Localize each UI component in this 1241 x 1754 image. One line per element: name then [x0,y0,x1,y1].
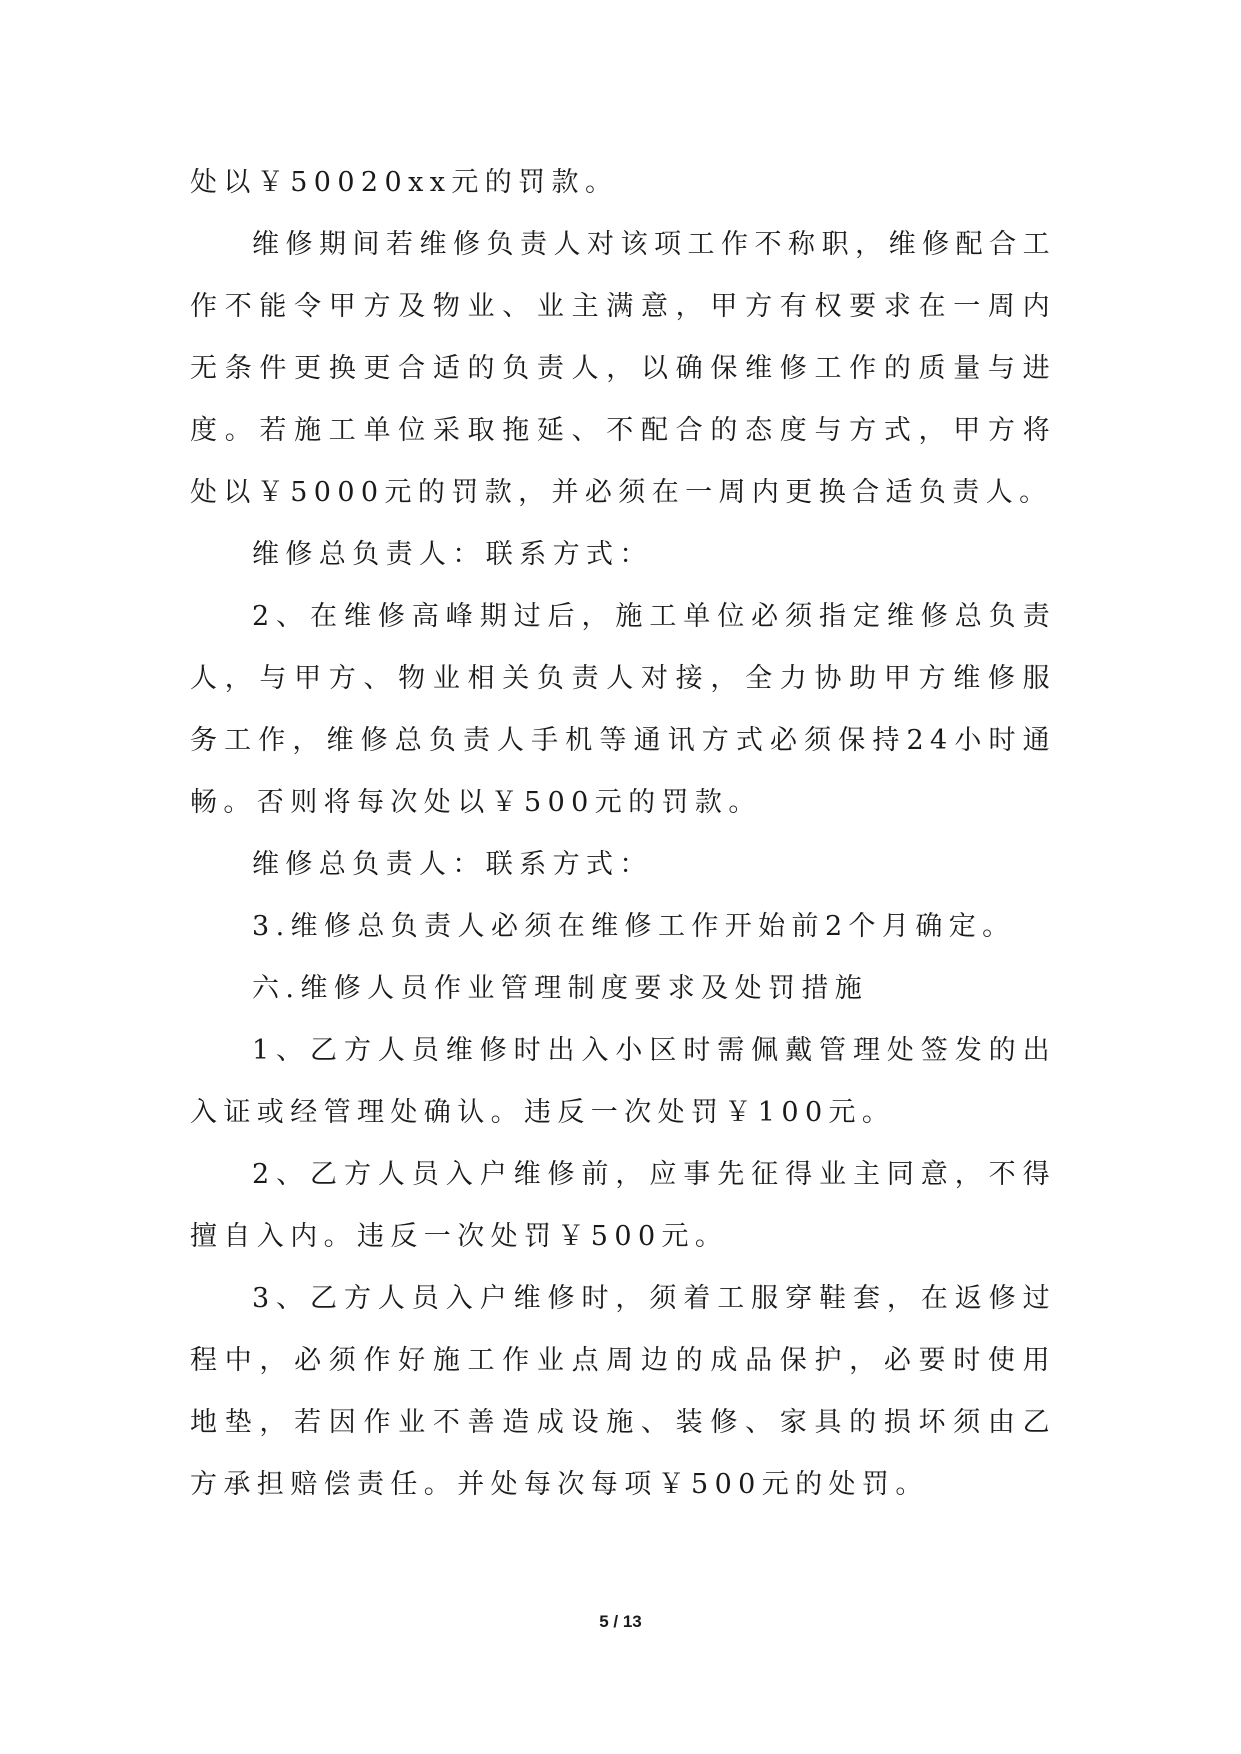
paragraph-2: 维修期间若维修负责人对该项工作不称职，维修配合工作不能令甲方及物业、业主满意，甲方有权要求在一周内无条件更换更合适的负责人，以确保维修工作的质量与进度。若施工单位采取拖延、不配合的态度与方式，甲方将处以￥5000元的罚款，并必须在一周内更换合适负责人。 [190,229,1056,508]
paragraph-8: 1、乙方人员维修时出入小区时需佩戴管理处签发的出入证或经管理处确认。违反一次处罚￥100元。 [190,1035,1056,1128]
page-number: 5 / 13 [599,1612,642,1631]
paragraph-1: 处以￥50020xx元的罚款。 [190,167,619,198]
paragraph-3: 维修总负责人：联系方式： [252,539,653,570]
paragraph-5: 维修总负责人：联系方式： [252,849,653,880]
paragraph-9: 2、乙方人员入户维修前，应事先征得业主同意，不得擅自入内。违反一次处罚￥500元。 [190,1159,1056,1252]
section-heading: 六.维修人员作业管理制度要求及处罚措施 [252,973,869,1004]
paragraph-6: 3.维修总负责人必须在维修工作开始前2个月确定。 [252,911,1016,942]
paragraph-10: 3、乙方人员入户维修时，须着工服穿鞋套，在返修过程中，必须作好施工作业点周边的成品保护，必要时使用地垫，若因作业不善造成设施、装修、家具的损坏须由乙方承担赔偿责任。并处每次每项￥500元的处罚。 [190,1283,1056,1500]
paragraph-4: 2、在维修高峰期过后，施工单位必须指定维修总负责人，与甲方、物业相关负责人对接，全力协助甲方维修服务工作，维修总负责人手机等通讯方式必须保持24小时通畅。否则将每次处以￥500元的罚款。 [190,601,1056,818]
document-body [190,152,1056,1516]
